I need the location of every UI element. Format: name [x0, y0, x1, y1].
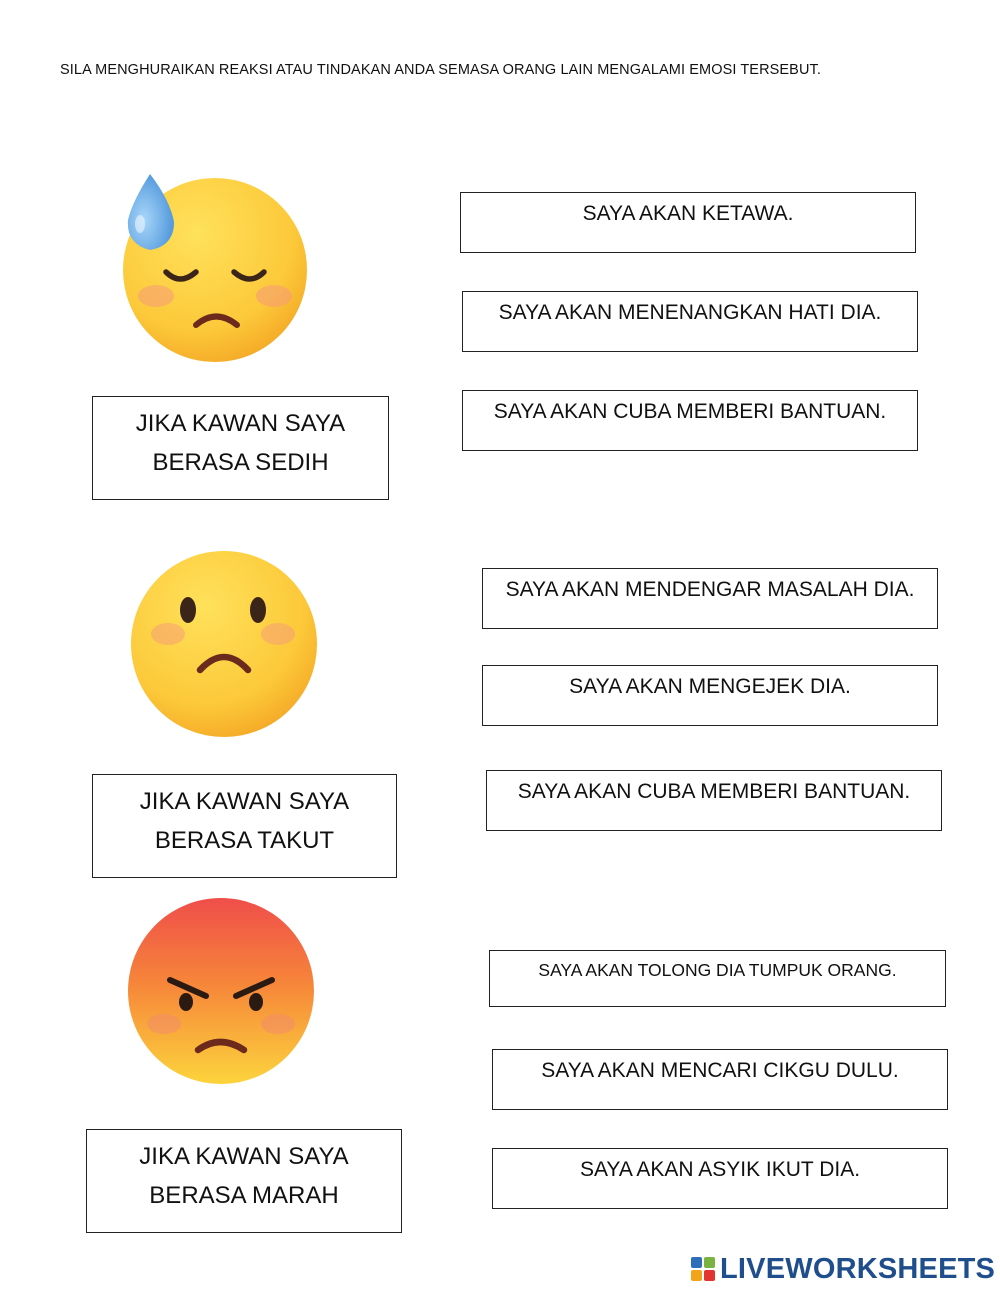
prompt-line-1: JIKA KAWAN SAYA: [135, 410, 346, 437]
angry-emoji-icon: [126, 896, 316, 1086]
prompt-line-2: BERASA SEDIH: [152, 449, 329, 476]
prompt-box-takut: [92, 774, 397, 878]
logo-text: LIVEWORKSHEETS: [720, 1252, 996, 1285]
option-box[interactable]: SAYA AKAN ASYIK IKUT DIA.: [492, 1148, 948, 1209]
sad-sweat-emoji-icon: [118, 168, 318, 368]
prompt-line-2: BERASA MARAH: [149, 1182, 339, 1209]
option-box[interactable]: SAYA AKAN CUBA MEMBERI BANTUAN.: [462, 390, 918, 451]
liveworksheets-logo: [690, 1252, 995, 1286]
option-box[interactable]: SAYA AKAN MENENANGKAN HATI DIA.: [462, 291, 918, 352]
option-box[interactable]: SAYA AKAN MENCARI CIKGU DULU.: [492, 1049, 948, 1110]
prompt-line-1: JIKA KAWAN SAYA: [139, 1143, 349, 1170]
prompt-box-marah: [86, 1129, 402, 1233]
option-box[interactable]: SAYA AKAN MENDENGAR MASALAH DIA.: [482, 568, 938, 629]
option-box[interactable]: SAYA AKAN MENGEJEK DIA.: [482, 665, 938, 726]
liveworksheets-logo-icon: [690, 1256, 716, 1282]
prompt-line-1: JIKA KAWAN SAYA: [139, 788, 350, 815]
prompt-box-sedih: [92, 396, 389, 500]
option-box[interactable]: SAYA AKAN TOLONG DIA TUMPUK ORANG.: [489, 950, 946, 1007]
option-box[interactable]: SAYA AKAN KETAWA.: [460, 192, 916, 253]
frowning-emoji-icon: [128, 548, 320, 740]
instruction-text: SILA MENGHURAIKAN REAKSI ATAU TINDAKAN ANDA SEMASA ORANG LAIN MENGALAMI EMOSI TERSEBUT.: [60, 62, 822, 78]
prompt-line-2: BERASA TAKUT: [154, 827, 335, 854]
option-box[interactable]: SAYA AKAN CUBA MEMBERI BANTUAN.: [486, 770, 942, 831]
